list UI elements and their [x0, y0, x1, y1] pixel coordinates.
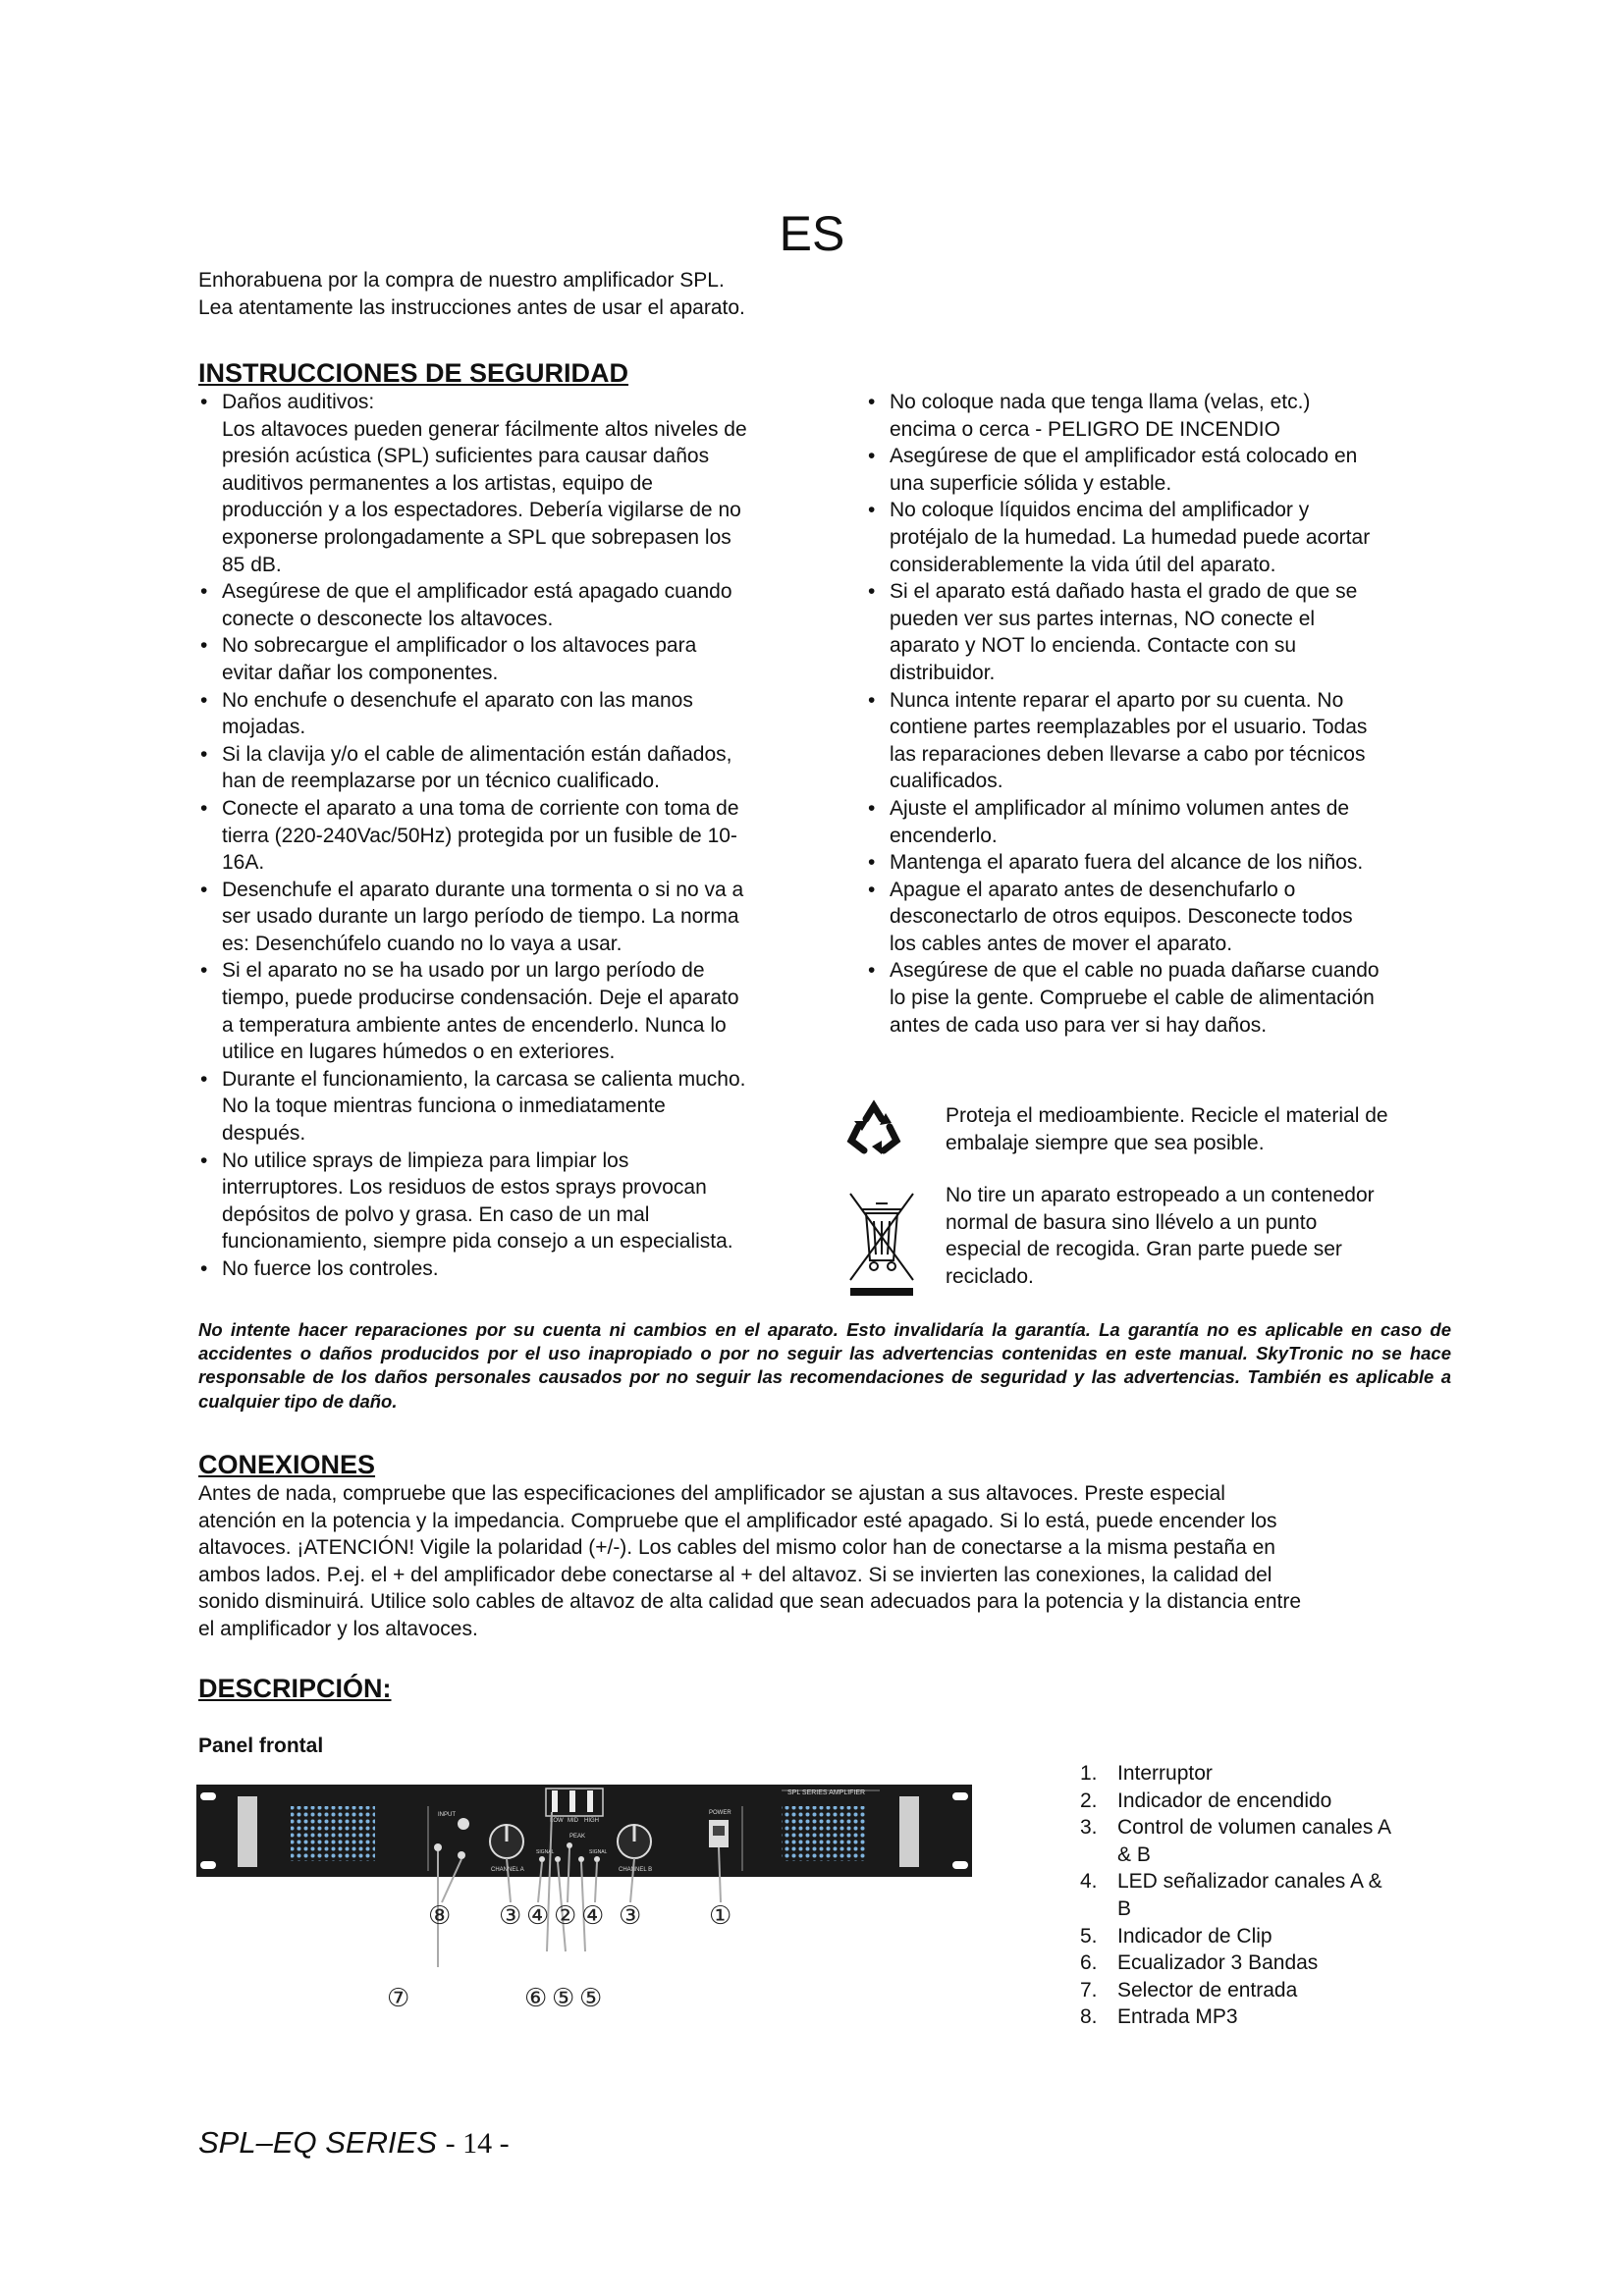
right-vent	[782, 1806, 866, 1861]
clip-b-led	[578, 1856, 584, 1862]
channel-a-label: CHANNEL A	[491, 1867, 524, 1873]
safety-item: • Desenchufe el aparato durante una tormenta o si no va a ser usado durante un largo período de tiempo. La norma es: Desenchúfelo cuando no lo vaya a usar.	[198, 877, 827, 958]
safety-item: • Daños auditivos: Los altavoces pueden generar fácilmente altos niveles de presión acústica (SPL) suficientes para causar daños auditivos permanentes a los artistas, equipo de producción y a los espectadores. Debería vigilarse de no exponerse prolongadamente a SPL que sobrepasen los 85 dB.	[198, 389, 827, 578]
clip-a-led	[555, 1856, 561, 1862]
callout-5a: ⑤	[552, 1984, 575, 2013]
safety-item: • Asegúrese de que el amplificador está apagado cuando conecte o desconecte los altavoces.	[198, 578, 827, 632]
panel-label: Panel frontal	[198, 1735, 324, 1757]
panel-legend	[1080, 1760, 1453, 2031]
power-label: POWER	[709, 1810, 731, 1816]
connections-line: sonido disminuirá. Utilice solo cables de altavoz de alta calidad que sean adecuados para la potencia y la distancia entre	[198, 1590, 1302, 1614]
connections-title: CONEXIONES	[198, 1450, 376, 1479]
safety-item: • No sobrecargue el amplificador o los altavoces para evitar dañar los componentes.	[198, 632, 827, 686]
safety-item: • Si el aparato está dañado hasta el grado de que se pueden ver sus partes internas, NO conecte el aparato y NOT lo encienda. Contacte con su distribuidor.	[866, 578, 1455, 686]
eq-low-slider[interactable]	[552, 1790, 558, 1812]
legend-number: 5.	[1080, 1924, 1098, 1948]
description-title: DESCRIPCIÓN:	[198, 1674, 392, 1703]
mp3-input-jack[interactable]	[434, 1843, 442, 1851]
series-name: SPL–EQ SERIES	[198, 2125, 437, 2160]
left-handle	[238, 1796, 257, 1867]
recycle-text: Proteja el medioambiente. Recicle el material de embalaje siempre que sea posible.	[946, 1104, 1388, 1154]
intro-text	[198, 267, 745, 322]
page-footer	[198, 2125, 510, 2161]
legend-number: 7.	[1080, 1978, 1098, 2002]
safety-item: • Mantenga el aparato fuera del alcance de los niños.	[866, 849, 1455, 877]
front-panel-diagram	[192, 1777, 978, 2032]
input-switch[interactable]	[458, 1851, 465, 1859]
connections-line: atención en la potencia y la impedancia. Compruebe que el amplificador esté apagado. Si lo está, puede encender los	[198, 1509, 1277, 1532]
input-selector-knob[interactable]	[458, 1818, 469, 1830]
channel-b-label: CHANNEL B	[619, 1867, 653, 1873]
connections-line: el amplificador y los altavoces.	[198, 1617, 478, 1640]
legend-text: Entrada MP3	[1117, 2005, 1238, 2029]
legend-number: 3.	[1080, 1816, 1098, 1840]
right-handle	[899, 1796, 919, 1867]
legend-item	[1080, 1760, 1453, 1788]
weee-text: No tire un aparato estropeado a un contenedor normal de basura sino llévelo a un punto especial de recogida. Gran parte puede ser reciclado.	[946, 1184, 1375, 1288]
legend-item	[1080, 1814, 1453, 1868]
callout-2: ②	[554, 1901, 577, 1931]
legend-text: Ecualizador 3 Bandas	[1117, 1951, 1319, 1975]
eq-low-label: LOW	[550, 1818, 564, 1824]
safety-item: • Asegúrese de que el cable no puada dañarse cuando lo pise la gente. Compruebe el cable de alimentación antes de cada uso para ver si hay daños.	[866, 957, 1455, 1039]
callout-6: ⑥	[524, 1984, 548, 2013]
safety-title: INSTRUCCIONES DE SEGURIDAD	[198, 358, 629, 388]
safety-item: • No fuerce los controles.	[198, 1255, 827, 1283]
legend-text: Indicador de Clip	[1117, 1924, 1272, 1948]
connections-line: ambos lados. P.ej. el + del amplificador debe conectarse al + del altavoz. Si se invierten las conexiones, la calidad del	[198, 1563, 1272, 1586]
safety-item: • Durante el funcionamiento, la carcasa se calienta mucho. No la toque mientras funciona o inmediatamente después.	[198, 1066, 827, 1148]
eq-mid-label: MID	[568, 1818, 578, 1824]
signal-a-led	[539, 1856, 545, 1862]
input-label: INPUT	[438, 1812, 456, 1818]
signal-b-led	[594, 1856, 600, 1862]
callout-3b: ③	[619, 1901, 642, 1931]
legend-item	[1080, 1977, 1453, 2004]
safety-item: • No coloque líquidos encima del amplificador y protéjalo de la humedad. La humedad puede acortar considerablemente la vida útil del aparato.	[866, 497, 1455, 578]
callout-3a: ③	[499, 1901, 522, 1931]
callout-5b: ⑤	[579, 1984, 603, 2013]
power-led	[567, 1842, 572, 1848]
recycle-icon	[842, 1097, 905, 1160]
legend-text: Indicador de encendido	[1117, 1789, 1332, 1812]
legend-item	[1080, 1788, 1453, 1815]
legend-number: 4.	[1080, 1870, 1098, 1894]
safety-item: • Apague el aparato antes de desenchufarlo o desconectarlo de otros equipos. Desconecte todos los cables antes de mover el aparato.	[866, 877, 1455, 958]
safety-item: • No coloque nada que tenga llama (velas, etc.) encima o cerca - PELIGRO DE INCENDIO	[866, 389, 1455, 443]
callout-1: ①	[709, 1901, 732, 1931]
eq-high-slider[interactable]	[587, 1790, 593, 1812]
safety-left-column	[198, 389, 827, 1283]
callout-7: ⑦	[387, 1984, 410, 2013]
legend-item	[1080, 1868, 1453, 1922]
crossed-bin-icon	[846, 1190, 917, 1300]
legend-text: Selector de entrada	[1117, 1978, 1298, 2002]
left-vent	[291, 1806, 375, 1861]
language-heading: ES	[779, 206, 845, 261]
safety-item: • No enchufe o desenchufe el aparato con las manos mojadas.	[198, 687, 827, 741]
legend-item	[1080, 1923, 1453, 1950]
safety-item: • Asegúrese de que el amplificador está colocado en una superficie sólida y estable.	[866, 443, 1455, 497]
intro-line: Lea atentamente las instrucciones antes de usar el aparato.	[198, 296, 745, 319]
legend-text: LED señalizador canales A & B	[1117, 1870, 1382, 1920]
safety-item: • Conecte el aparato a una toma de corriente con toma de tierra (220-240Vac/50Hz) protegida por un fusible de 10- 16A.	[198, 795, 827, 877]
connections-line: Antes de nada, compruebe que las especificaciones del amplificador se ajustan a sus altavoces. Preste especial	[198, 1482, 1225, 1505]
safety-item: • Nunca intente reparar el aparto por su cuenta. No contiene partes reemplazables por el usuario. Todas las reparaciones deben llevarse a cabo por técnicos cualificados.	[866, 687, 1455, 795]
page-number: - 14 -	[445, 2127, 510, 2160]
eq-high-label: HIGH	[584, 1818, 599, 1824]
signal-a-label: SIGNAL	[536, 1849, 555, 1855]
safety-item: • Si la clavija y/o el cable de alimentación están dañados, han de reemplazarse por un técnico cualificado.	[198, 741, 827, 795]
legend-number: 2.	[1080, 1789, 1098, 1812]
callout-4b: ④	[581, 1901, 605, 1931]
legend-item	[1080, 1949, 1453, 1977]
legend-text: Interruptor	[1117, 1762, 1213, 1785]
warranty-warning: No intente hacer reparaciones por su cuenta ni cambios en el aparato. Esto invalidaría la garantía. La garantía no es aplicable en caso de accidentes o daños producidos por el uso inapropiado o por no seguir las advertencias contenidas en este manual. SkyTronic no se hace responsable de los daños personales causados por no seguir las recomendaciones de seguridad y las advertencias. También es aplicable a cualquier tipo de daño.	[198, 1319, 1451, 1412]
legend-number: 1.	[1080, 1762, 1098, 1785]
legend-number: 6.	[1080, 1951, 1098, 1975]
connections-line: altavoces. ¡ATENCIÓN! Vigile la polaridad (+/-). Los cables del mismo color han de conectarse a la misma pestaña en	[198, 1536, 1275, 1560]
legend-item	[1080, 2003, 1453, 2031]
safety-item: • Si el aparato no se ha usado por un largo período de tiempo, puede producirse condensación. Deje el aparato a temperatura ambiente antes de encenderlo. Nunca lo utilice en lugares húmedos o en exteriores.	[198, 957, 827, 1065]
safety-item: • Ajuste el amplificador al mínimo volumen antes de encenderlo.	[866, 795, 1455, 849]
callout-8: ⑧	[428, 1901, 452, 1931]
eq-mid-slider[interactable]	[569, 1790, 575, 1812]
connections-text	[198, 1480, 1451, 1643]
brand-label: SPL SERIES AMPLIFIER	[787, 1789, 866, 1796]
peak-label: PEAK	[569, 1834, 586, 1840]
signal-b-label: SIGNAL	[589, 1849, 608, 1855]
intro-line: Enhorabuena por la compra de nuestro amplificador SPL.	[198, 269, 725, 292]
safety-item: • No utilice sprays de limpieza para limpiar los interruptores. Los residuos de estos sprays provocan depósitos de polvo y grasa. En caso de un mal funcionamiento, siempre pida consejo a un especialista.	[198, 1148, 827, 1255]
safety-right-column	[866, 389, 1455, 1039]
legend-number: 8.	[1080, 2005, 1098, 2029]
legend-text: Control de volumen canales A & B	[1117, 1816, 1391, 1866]
callout-4a: ④	[526, 1901, 550, 1931]
